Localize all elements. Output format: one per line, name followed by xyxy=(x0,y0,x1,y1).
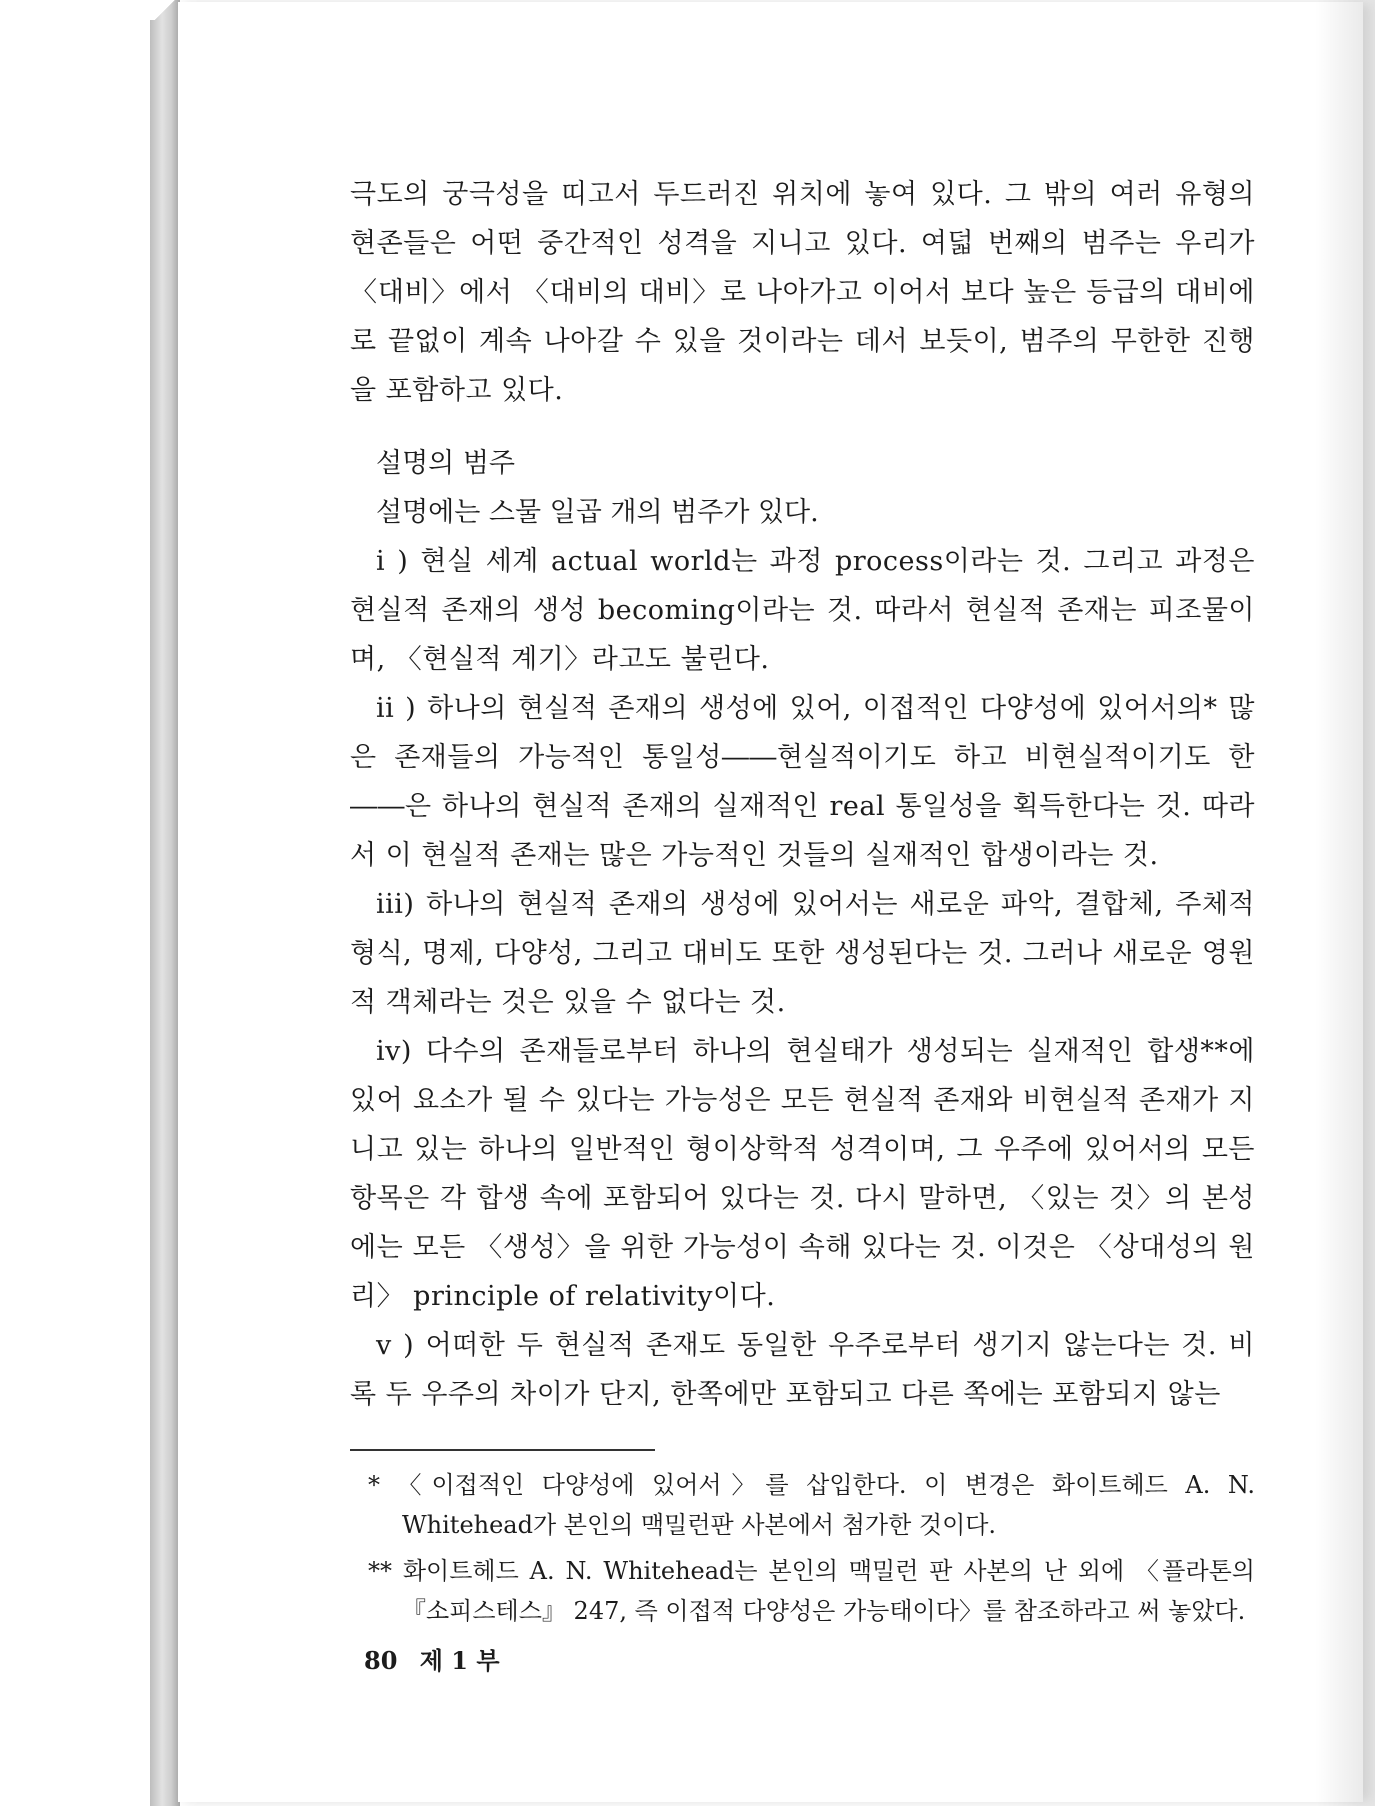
book-spine-edge xyxy=(150,0,180,1806)
footnote-divider xyxy=(350,1449,655,1451)
section-heading: 설명의 범주 xyxy=(376,448,515,479)
intro-paragraph: 극도의 궁극성을 띠고서 두드러진 위치에 놓여 있다. 그 밖의 여러 유형의 현존들은 어떤 중간적인 성격을 지니고 있다. 여덟 번째의 범주는 우리가 〈대비〉에서 〈대비의 대비〉로 나아가고 이어서 보다 높은 등급의 대비에로 끝없이 계속 나아갈 수 있을 것이라는 데서 보듯이, 범주의 무한한 진행을 포함하고 있다. xyxy=(350,179,1255,406)
page-content xyxy=(350,170,1255,1676)
part-label: 제 1 부 xyxy=(419,1646,500,1675)
category-item-3: iii) 하나의 현실적 존재의 생성에 있어서는 새로운 파악, 결합체, 주체적 형식, 명제, 다양성, 그리고 대비도 또한 생성된다는 것. 그러나 새로운 영원적 객체라는 것은 있을 수 없다는 것. xyxy=(350,889,1255,1018)
footnote-2: ** 화이트헤드 A. N. Whitehead는 본인의 맥밀런 판 사본의 난 외에 〈플라톤의 『소피스테스』 247, 즉 이접적 다양성은 가능태이다〉를 참조하라고 써 놓았다. xyxy=(368,1557,1255,1625)
page-number: 80 xyxy=(364,1646,398,1675)
page-footer xyxy=(350,1641,1255,1676)
footnote-1: * 〈이접적인 다양성에 있어서〉를 삽입한다. 이 변경은 화이트헤드 A. N. Whitehead가 본인의 맥밀런판 사본에서 첨가한 것이다. xyxy=(368,1471,1255,1539)
book-corner xyxy=(150,0,180,20)
category-item-2: ii ) 하나의 현실적 존재의 생성에 있어, 이접적인 다양성에 있어서의* 많은 존재들의 가능적인 통일성――현실적이기도 하고 비현실적이기도 한――은 하나의 현실적 존재의 실재적인 real 통일성을 획득한다는 것. 따라서 이 현실적 존재는 많은 가능적인 것들의 실재적인 합생이라는 것. xyxy=(350,693,1255,871)
page-shadow xyxy=(1315,0,1375,1806)
category-item-1: i ) 현실 세계 actual world는 과정 process이라는 것. 그리고 과정은 현실적 존재의 생성 becoming이라는 것. 따라서 현실적 존재는 피조물이며, 〈현실적 계기〉라고도 불린다. xyxy=(350,546,1255,675)
category-item-4: iv) 다수의 존재들로부터 하나의 현실태가 생성되는 실재적인 합생**에 있어 요소가 될 수 있다는 가능성은 모든 현실적 존재와 비현실적 존재가 지니고 있는 하나의 일반적인 형이상학적 성격이며, 그 우주에 있어서의 모든 항목은 각 합생 속에 포함되어 있다는 것. 다시 말하면, 〈있는 것〉의 본성에는 모든 〈생성〉을 위한 가능성이 속해 있다는 것. 이것은 〈상대성의 원리〉 principle of relativity이다. xyxy=(350,1036,1255,1312)
category-item-5: v ) 어떠한 두 현실적 존재도 동일한 우주로부터 생기지 않는다는 것. 비록 두 우주의 차이가 단지, 한쪽에만 포함되고 다른 쪽에는 포함되지 않는 xyxy=(350,1330,1255,1410)
section-intro: 설명에는 스물 일곱 개의 범주가 있다. xyxy=(376,497,819,528)
